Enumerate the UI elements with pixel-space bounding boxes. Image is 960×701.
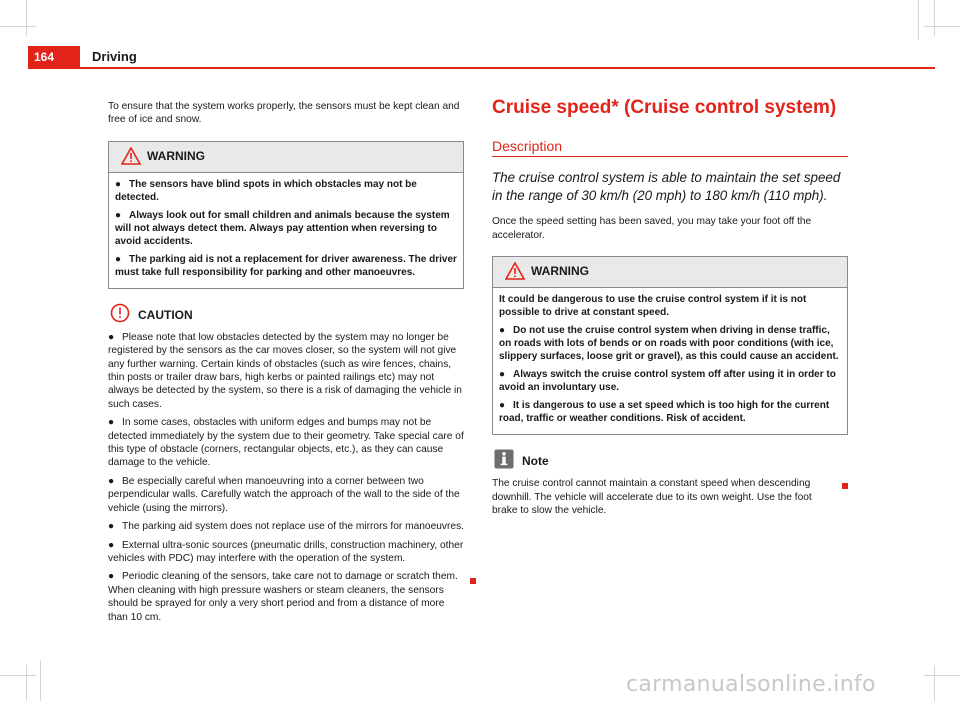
caution-item: ● Be especially careful when manoeuvring into a corner between two perpendicular walls. Carefully watch the approach of the wall to the side of the vehicle (using the mirrors). — [108, 475, 460, 514]
crop-mark — [0, 26, 36, 27]
right-column — [492, 96, 848, 525]
chapter-title: Driving — [92, 49, 137, 64]
warning-title: WARNING — [147, 148, 205, 163]
caution-item: ● In some cases, obstacles with uniform edges and bumps may not be detected immediately by the system due to their geometry. Take special care of this type of obstacle (corners, rectangular objects, etc.), as they can cause damage to the vehicle. — [108, 417, 464, 469]
bullet-icon: ● — [115, 178, 122, 190]
caution-icon — [110, 303, 130, 327]
warning-item: ● Always look out for small children and animals because the system will not always detect them. Always pay attention when reversing to avoid accidents. — [115, 209, 450, 247]
bullet-icon: ● — [115, 209, 122, 221]
warning-item: ● Do not use the cruise control system when driving in dense traffic, on roads with lots of bends or on roads with poor conditions (with ice, slippery surfaces, loose grit or gravel), as this could cause an accident. — [499, 325, 839, 363]
warning-triangle-icon — [505, 262, 525, 284]
crop-mark — [26, 665, 27, 701]
bullet-icon: ● — [115, 253, 122, 265]
warning-item: ● The sensors have blind spots in which obstacles may not be detected. — [115, 178, 417, 203]
crop-mark — [924, 26, 960, 27]
caution-item: ● Periodic cleaning of the sensors, take care not to damage or scratch them. When cleaning with high pressure washers or steam cleaners, the sensors should be sprayed for only a very short period and from a distance of more than 10 cm. — [108, 571, 458, 623]
subsection-title: Description — [492, 140, 848, 157]
warning-header — [493, 257, 847, 288]
caution-header — [108, 303, 464, 329]
bullet-icon: ● — [108, 571, 115, 583]
note-text: The cruise control cannot maintain a constant speed when descending downhill. The vehicle will accelerate due to its own weight. Use the foot brake to slow the vehicle. — [492, 478, 812, 517]
warning-box — [492, 256, 848, 435]
crop-mark — [934, 665, 935, 701]
bullet-icon: ● — [499, 325, 506, 337]
section-end-mark — [470, 578, 476, 584]
warning-body — [493, 288, 847, 434]
caution-item: ● External ultra-sonic sources (pneumatic drills, construction machinery, other vehicles with PDC) may interfere with the operation of the system. — [108, 539, 464, 564]
warning-box — [108, 141, 464, 289]
left-column — [108, 100, 464, 629]
crop-mark — [934, 0, 935, 36]
caution-title: CAUTION — [138, 307, 193, 322]
body-text: Once the speed setting has been saved, you may take your foot off the accelerator. — [492, 216, 812, 241]
warning-item: ● The parking aid is not a replacement for driver awareness. The driver must take full responsibility for parking and other manoeuvres. — [115, 253, 457, 278]
crop-mark — [40, 660, 41, 701]
crop-mark — [26, 0, 27, 36]
bullet-icon: ● — [108, 331, 115, 343]
bullet-icon: ● — [499, 369, 506, 381]
note-icon — [494, 449, 514, 473]
warning-triangle-icon — [121, 147, 141, 169]
watermark: carmanualsonline.info — [626, 672, 876, 697]
header-rule — [28, 67, 935, 69]
bullet-icon: ● — [108, 539, 115, 551]
caution-item: ● The parking aid system does not replace use of the mirrors for manoeuvres. — [108, 521, 465, 533]
warning-item: ● Always switch the cruise control system off after using it in order to avoid an involuntary use. — [499, 369, 836, 394]
note-header — [492, 449, 848, 475]
warning-intro: It could be dangerous to use the cruise control system if it is not possible to drive at constant speed. — [499, 294, 807, 319]
bullet-icon: ● — [499, 400, 506, 412]
lead-text: The cruise control system is able to maintain the set speed in the range of 30 km/h (20 mph) to 180 km/h (110 mph). — [492, 170, 841, 204]
crop-mark — [924, 675, 960, 676]
crop-mark — [0, 675, 36, 676]
bullet-icon: ● — [108, 417, 115, 429]
page-number: 164 — [28, 46, 80, 68]
bullet-icon: ● — [108, 475, 115, 487]
section-title: Cruise speed* (Cruise control system) — [492, 97, 837, 118]
warning-header — [109, 142, 463, 173]
section-end-mark — [842, 483, 848, 489]
note-title: Note — [522, 454, 549, 469]
warning-title: WARNING — [531, 264, 589, 279]
warning-item: ● It is dangerous to use a set speed which is too high for the current road, traffic or weather conditions. Risk of accident. — [499, 400, 830, 425]
bullet-icon: ● — [108, 521, 115, 533]
caution-item: ● Please note that low obstacles detected by the system may no longer be registered by the sensors as the car moves closer, so the system will not give any further warning. Certain kinds of obstacles (such as wire fences, chains, thin posts or trailer draw bars, high kerbs or painted railings etc) may not always be detected by the system, so there is a risk of damaging the vehicle in such cases. — [108, 331, 462, 410]
warning-body — [109, 173, 463, 288]
crop-mark — [918, 0, 919, 40]
intro-text: To ensure that the system works properly, the sensors must be kept clean and free of ice and snow. — [108, 101, 460, 126]
